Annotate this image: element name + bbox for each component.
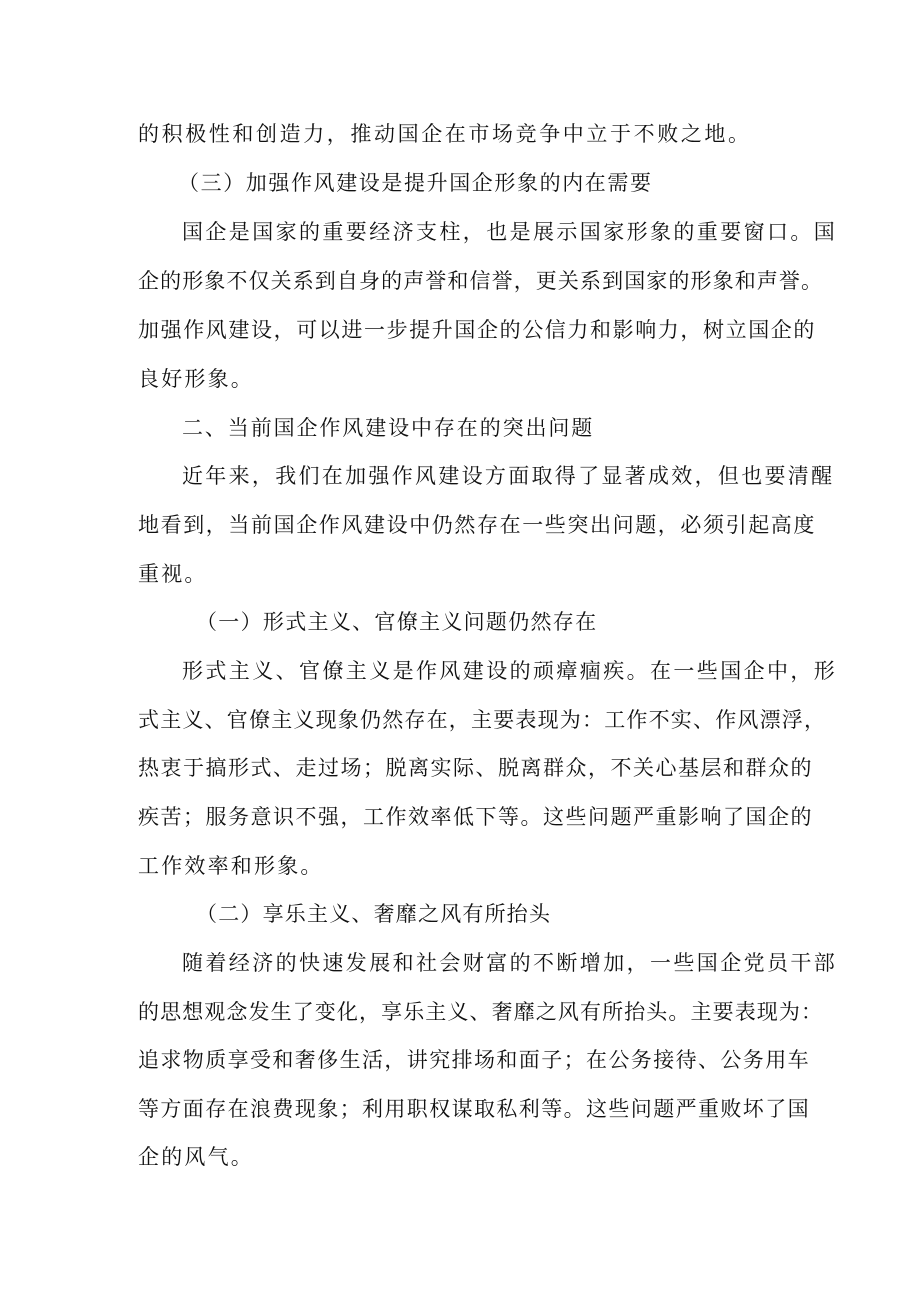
paragraph-line: 工作效率和形象。 [138,854,324,878]
paragraph-line: 企的风气。 [138,1145,254,1169]
paragraph-line: 的思想观念发生了变化，享乐主义、奢靡之风有所抬头。主要表现为： [138,1000,824,1024]
paragraph-line: 随着经济的快速发展和社会财富的不断增加，一些国企党员干部 [182,951,838,975]
paragraph-line: 重视。 [138,562,208,586]
section-heading-two: 二、当前国企作风建设中存在的突出问题 [182,416,595,440]
subheading-three: （三）加强作风建设是提升国企形象的内在需要 [178,171,653,195]
paragraph-line: 形式主义、官僚主义是作风建设的顽瘴痼疾。在一些国企中，形 [182,659,838,683]
paragraph-line: 等方面存在浪费现象；利用职权谋取私利等。这些问题严重败坏了国 [138,1097,810,1121]
paragraph-line: 疾苦；服务意识不强，工作效率低下等。这些问题严重影响了国企的 [138,805,813,829]
paragraph-continuation-line: 的积极性和创造力，推动国企在市场竞争中立于不败之地。 [138,122,752,146]
paragraph-line: 国企是国家的重要经济支柱，也是展示国家形象的重要窗口。国 [182,220,838,244]
paragraph-line: 追求物质享受和奢侈生活，讲究排场和面子；在公务接待、公务用车 [138,1048,810,1072]
paragraph-line: 良好形象。 [138,367,254,391]
subheading-one: （一）形式主义、官僚主义问题仍然存在 [196,610,598,634]
paragraph-line: 热衷于搞形式、走过场；脱离实际、脱离群众，不关心基层和群众的 [138,756,813,780]
subheading-two: （二）享乐主义、奢靡之风有所抬头 [196,902,552,926]
paragraph-line: 近年来，我们在加强作风建设方面取得了显著成效，但也要清醒 [182,464,835,488]
paragraph-line: 式主义、官僚主义现象仍然存在，主要表现为：工作不实、作风漂浮， [138,708,827,732]
paragraph-line: 企的形象不仅关系到自身的声誉和信誉，更关系到国家的形象和声誉。 [138,269,824,293]
paragraph-line: 地看到，当前国企作风建设中仍然存在一些突出问题，必须引起高度 [138,513,816,537]
paragraph-line: 加强作风建设，可以进一步提升国企的公信力和影响力，树立国企的 [138,318,816,342]
